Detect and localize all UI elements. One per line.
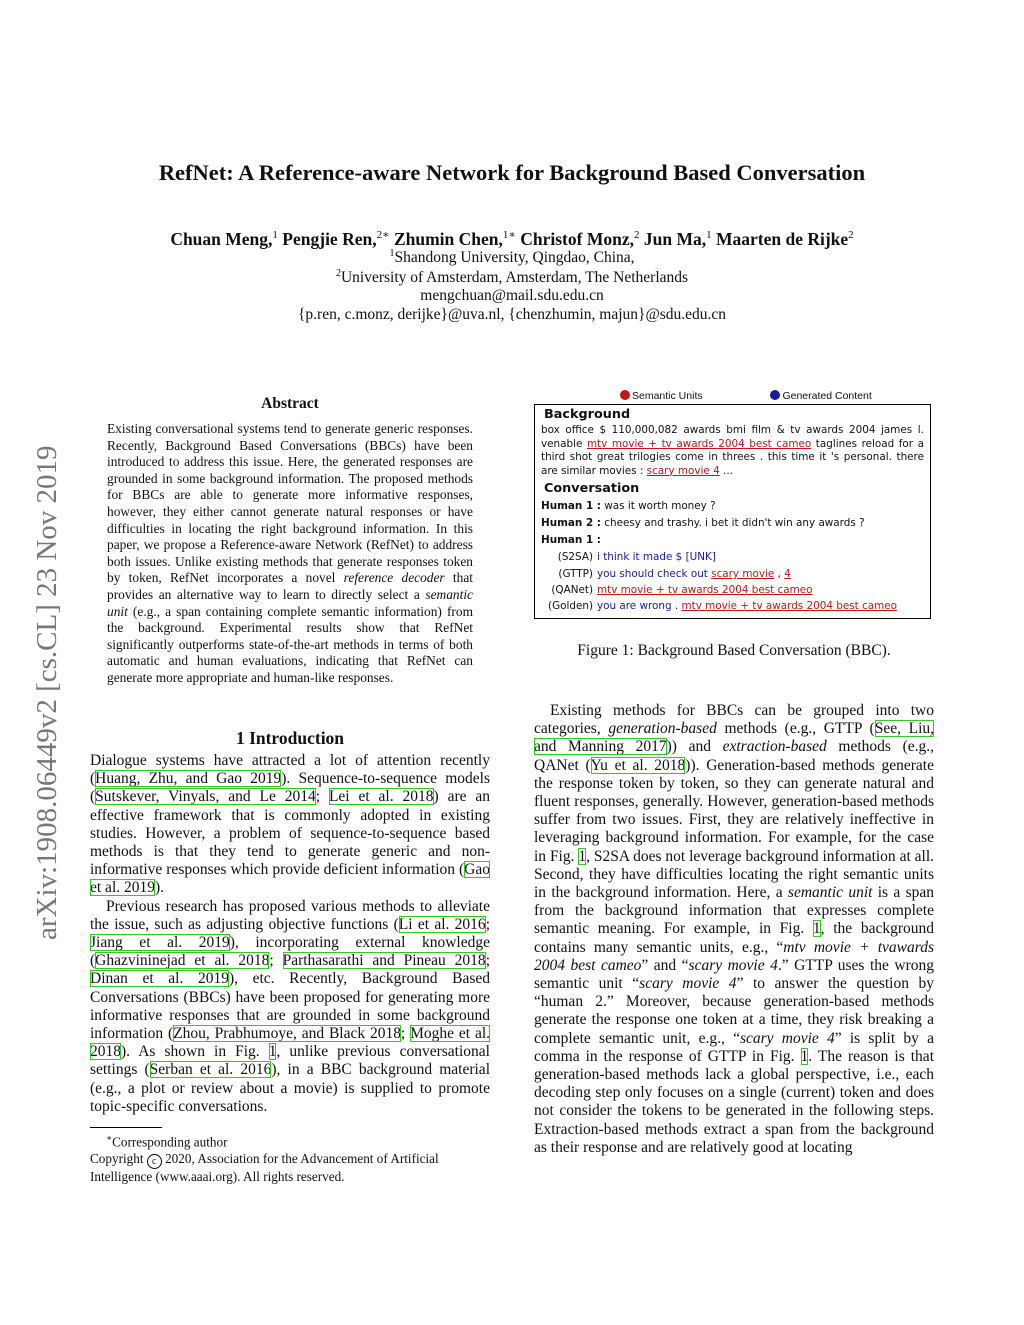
affiliation-email: mengchuan@mail.sdu.edu.cn: [420, 287, 604, 304]
figure-ref-link[interactable]: 1: [800, 1047, 809, 1065]
abstract-body: Existing conversational systems tend to generate generic responses. Recently, Background Based Conversations (BBCs) have been introduced to address this issue. Here, the generated responses are grounded in some background information. The proposed methods for BBCs are able to generate more informative responses, however, they either cannot generate natural responses or have difficulties in locating the right background information. In this paper, we propose a Reference-aware Network (RefNet) to address both issues. Unlike existing methods that generate responses token by token, RefNet incorporates a novel reference decoder that provides an alternative way to learn to directly select a semantic unit (e.g., a span containing complete semantic information) from the background. Experimental results show that RefNet significantly outperforms state-of-the-art methods in terms of both automatic and human evaluations, indicating that RefNet can generate more appropriate and human-like responses.: [107, 421, 473, 685]
author: Chuan Meng,$^1$: [170, 228, 278, 249]
author: Zhumin Chen,$^{1∗}$: [393, 228, 516, 249]
paragraph: Dialogue systems have attracted a lot of attention recently (Huang, Zhu, and Gao 2019). Sequence-to-sequence models (Sutskever, Vinyals, and Le 2014; Lei et al. 2018) are an effective framework that is commonly adopted in existing studies. However, a problem of sequence-to-sequence based methods is that they tend to generate generic and non-informative responses which provide deficient information (Gao et al. 2019).: [90, 752, 491, 897]
intro-text: [90, 752, 490, 1116]
footnote: [90, 1130, 490, 1185]
paragraph: Existing methods for BBCs can be grouped into two categories, generation-based methods (e.g., GTTP (See, Liu, and Manning 2017)) and extraction-based methods (e.g., QANet (Yu et al. 2018)). Generation-based methods generate the response token by token, so they can generate natural and fluent responses, generally. However, generation-based methods suffer from two issues. First, they are relatively ineffective in leveraging background information. For example, for the case in Fig. 1, S2SA does not leverage background information at all. Second, they have difficulties locating the right semantic units in the background information. Here, a semantic unit is a span from the background information that expresses complete semantic meaning. For example, in Fig. 1, the background contains many semantic units, e.g., “mtv movie + tvawards 2004 best cameo” and “scary movie 4.” GTTP uses the wrong semantic unit “scary movie 4” to answer the question by “human 2.” Moreover, because generation-based methods generate the response one token at a time, they risk breaking a complete semantic unit, e.g., “scary movie 4” is split by a comma in the response of GTTP in Fig. 1. The reason is that generation-based methods lack a global perspective, i.e., each decoding step only focuses on a single (current) token and does not consider the tokens to be generated in the following steps. Extraction-based methods extract a span from the background as their response and are relatively good at locating: [534, 702, 935, 1156]
figure-legend: Semantic Units Generated Content: [620, 390, 920, 404]
figure-ref-link[interactable]: 1: [268, 1043, 277, 1061]
affiliation: $^1$Shandong University, Qingdao, China,: [389, 248, 635, 267]
conversation-label: Conversation: [544, 481, 640, 496]
citation-link[interactable]: Parthasarathi and Pineau 2018: [282, 952, 486, 970]
author-list: [0, 228, 1024, 250]
dialogue-turn: Human 2 : cheesy and trashy. i bet it didn't win any awards ?: [541, 517, 865, 529]
citation-link[interactable]: Moghe et al. 2018: [90, 1025, 491, 1061]
background-text: box office $ 110,000,082 awards bmi film & tv awards 2004 james l. venable mtv movie + tv awards 2004 best cameo taglines reload for a third shot great trilogies come in threes . this time it 's personal. there are similar movies : scary movie 4 ...: [541, 424, 924, 477]
citation-link[interactable]: Sutskever, Vinyals, and Le 2014: [95, 788, 316, 806]
citation-link[interactable]: Jiang et al. 2019: [90, 934, 230, 952]
paragraph: Previous research has proposed various methods to alleviate the issue, such as adjusting objective functions (Li et al. 2016; Jiang et al. 2019), incorporating external knowledge (Ghazvininejad et al. 2018; Parthasarathi and Pineau 2018; Dinan et al. 2019), etc. Recently, Background Based Conversations (BBCs) have been proposed for generating more informative responses that are grounded in some background information (Zhou, Prabhumoye, and Black 2018; Moghe et al. 2018). As shown in Fig. 1, unlike previous conversational settings (Serban et al. 2016), in a BBC background material (e.g., a plot or review about a movie) is supplied to promote topic-specific conversations.: [90, 897, 491, 1115]
arxiv-stamp-text: arXiv:1908.06449v2 [cs.CL] 23 Nov 2019: [31, 445, 63, 940]
citation-link[interactable]: Dinan et al. 2019: [90, 970, 229, 988]
model-response: (Golden) you are wrong . mtv movie + tv awards 2004 best cameo: [548, 600, 898, 612]
background-label: Background: [544, 407, 631, 422]
citation-link[interactable]: Huang, Zhu, and Gao 2019: [95, 770, 282, 788]
model-response: (GTTP) you should check out scary movie , 4: [558, 568, 791, 580]
footnote-rule: [90, 1127, 162, 1128]
citation-link[interactable]: Lei et al. 2018: [328, 788, 434, 806]
dialogue-turn: Human 1 : was it worth money ?: [541, 500, 716, 512]
affiliation-email: {p.ren, c.monz, derijke}@uva.nl, {chenzhumin, majun}@sdu.edu.cn: [297, 306, 727, 323]
author: Christof Monz,$^2$: [520, 228, 640, 249]
citation-link[interactable]: Li et al. 2016: [398, 915, 486, 933]
author: Jun Ma,$^1$: [643, 228, 712, 249]
citation-link[interactable]: Yu et al. 2018: [590, 756, 686, 774]
dialogue-turn: Human 1 :: [541, 534, 601, 546]
copyright-notice: Copyright c 2020, Association for the Advancement of Artificial Intelligence (www.aaai.org). All rights reserved.: [90, 1150, 439, 1184]
citation-link[interactable]: Zhou, Prabhumoye, and Black 2018: [173, 1025, 401, 1043]
citation-link[interactable]: See, Liu, and Manning 2017: [534, 720, 935, 756]
affiliation: $^2$University of Amsterdam, Amsterdam, The Netherlands: [335, 268, 689, 287]
model-response: (QANet) mtv movie + tv awards 2004 best cameo: [551, 584, 813, 596]
arxiv-stamp: [8, 355, 68, 945]
citation-link[interactable]: Ghazvininejad et al. 2018: [95, 952, 270, 970]
section-heading: 1 Introduction: [235, 728, 345, 748]
model-response: (S2SA) i think it made $ [UNK]: [557, 551, 716, 563]
right-column-text: [534, 702, 934, 1157]
paper-title: RefNet: A Reference-aware Network for Background Based Conversation: [158, 160, 866, 185]
copyright-icon: c: [147, 1154, 162, 1169]
author: Pengjie Ren,$^{2∗}$: [282, 228, 390, 249]
citation-link[interactable]: Serban et al. 2016: [149, 1061, 272, 1079]
red-dot-icon: [620, 390, 630, 400]
citation-link[interactable]: Gao et al. 2019: [90, 861, 490, 897]
abstract-heading: Abstract: [261, 395, 319, 412]
figure-caption: Figure 1: Background Based Conversation (BBC).: [577, 642, 891, 659]
figure-ref-link[interactable]: 1: [812, 920, 821, 938]
figure-1: [534, 404, 931, 619]
footnote-corresponding: ∗Corresponding author: [106, 1133, 228, 1150]
figure-ref-link[interactable]: 1: [578, 847, 587, 865]
blue-dot-icon: [770, 390, 780, 400]
author: Maarten de Rijke$^2$: [715, 228, 854, 249]
